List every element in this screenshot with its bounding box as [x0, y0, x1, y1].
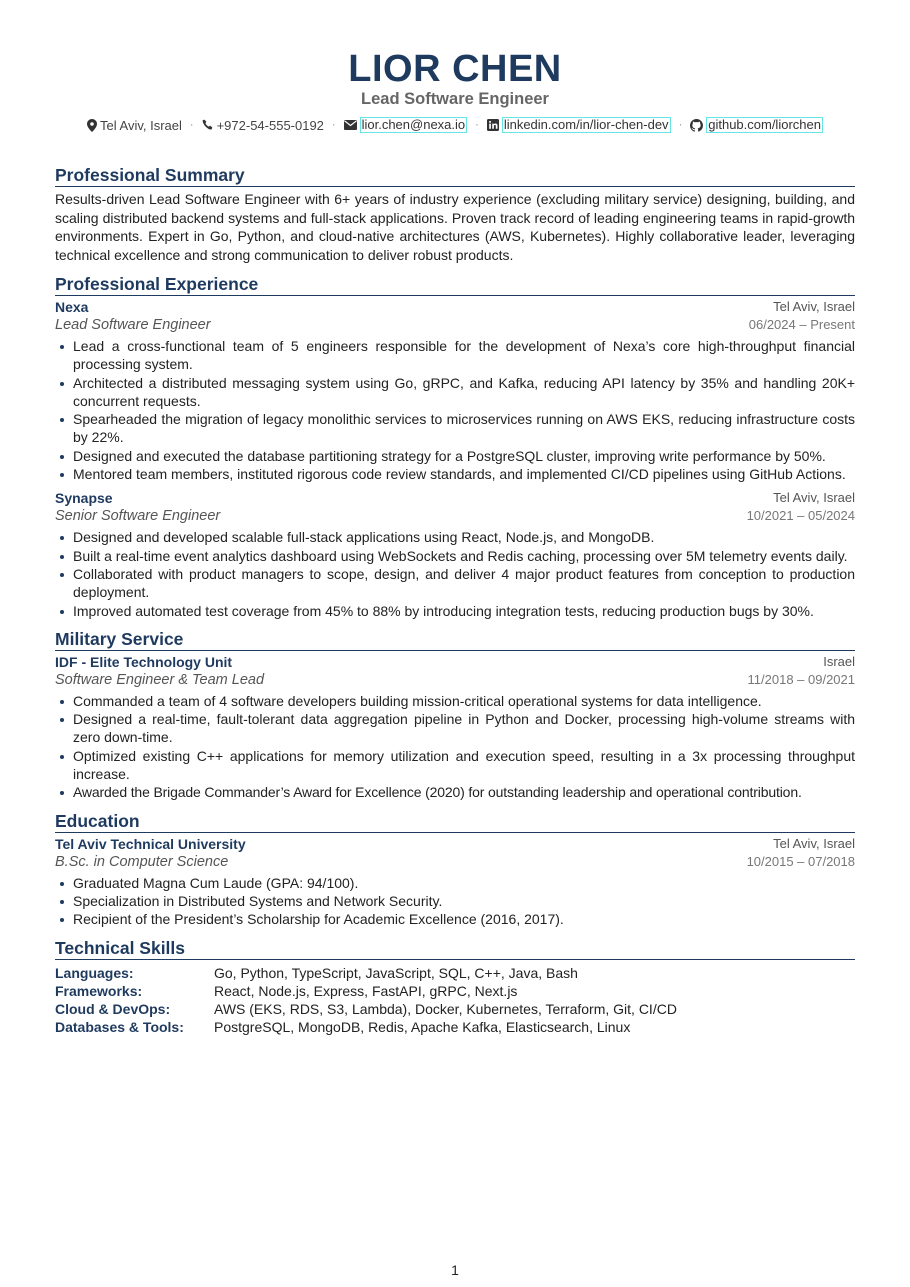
contact-github[interactable]	[690, 117, 823, 133]
skill-row	[55, 1018, 855, 1036]
school-location: Tel Aviv, Israel	[773, 835, 855, 851]
contact-location	[87, 118, 182, 133]
list-item: Recipient of the President’s Scholarship for Academic Excellence (2016, 2017).	[55, 910, 855, 928]
bullet-dot-icon	[60, 455, 64, 459]
skill-value: AWS (EKS, RDS, S3, Lambda), Docker, Kubernetes, Terraform, Git, CI/CD	[214, 1001, 677, 1018]
envelope-icon	[344, 120, 357, 130]
list-item: Awarded the Brigade Commander’s Award for Excellence (2020) for outstanding leadership and operational contribution.	[55, 783, 855, 801]
phone-text: +972-54-555-0192	[216, 117, 324, 133]
bullet-dot-icon	[60, 755, 64, 759]
skills-table	[55, 964, 855, 1037]
contact-bar	[49, 116, 861, 134]
bullet-list	[55, 874, 855, 929]
section-summary	[55, 164, 855, 264]
email-link[interactable]: lior.chen@nexa.io	[361, 117, 466, 132]
section-title: Professional Experience	[55, 273, 855, 296]
company-location: Tel Aviv, Israel	[773, 490, 855, 506]
skill-value: Go, Python, TypeScript, JavaScript, SQL, C++, Java, Bash	[214, 964, 578, 981]
list-item: Graduated Magna Cum Laude (GPA: 94/100).	[55, 874, 855, 892]
list-item: Designed and developed scalable full-stack applications using React, Node.js, and MongoDB.	[55, 528, 855, 546]
list-item: Architected a distributed messaging system using Go, gRPC, and Kafka, reducing API latency by 35% and handling 20K+ concurrent requests.	[55, 374, 855, 411]
list-item: Improved automated test coverage from 45% to 88% by introducing integration tests, reducing production bugs by 30%.	[55, 602, 855, 620]
contact-email[interactable]	[344, 117, 468, 133]
section-title: Military Service	[55, 628, 855, 651]
github-icon	[690, 119, 703, 132]
list-item: Specialization in Distributed Systems and Network Security.	[55, 892, 855, 910]
list-item: Designed a real-time, fault-tolerant data aggregation pipeline in Python and Docker, processing high-volume streams with zero down-time.	[55, 710, 855, 747]
list-item: Designed and executed the database partitioning strategy for a PostgreSQL cluster, improving write performance by 50%.	[55, 447, 855, 465]
list-item: Spearheaded the migration of legacy monolithic services to microservices running on AWS EKS, reducing infrastructure costs by 22%.	[55, 410, 855, 447]
contact-separator: ·	[189, 119, 194, 131]
bullet-dot-icon	[60, 700, 64, 704]
skill-label: Frameworks:	[55, 982, 143, 999]
job-title: Lead Software Engineer	[55, 317, 211, 333]
experience-entry-nexa	[55, 298, 855, 483]
bullet-dot-icon	[60, 555, 64, 559]
unit-name: IDF - Elite Technology Unit	[55, 653, 233, 670]
experience-entry-synapse	[55, 489, 855, 619]
job-dates: 10/2021 – 05/2024	[746, 508, 855, 524]
skill-label: Databases & Tools:	[55, 1019, 184, 1036]
bullet-dot-icon	[60, 610, 64, 614]
service-title: Software Engineer & Team Lead	[55, 671, 265, 688]
page-number: 1	[451, 1262, 459, 1278]
job-dates: 06/2024 – Present	[748, 317, 855, 332]
education-entry	[55, 835, 855, 929]
bullet-dot-icon	[60, 473, 64, 477]
company-location: Tel Aviv, Israel	[773, 299, 855, 314]
list-item: Lead a cross-functional team of 5 engineers responsible for the development of Nexa’s core high-throughput financial processing system.	[55, 337, 855, 374]
school-name: Tel Aviv Technical University	[55, 835, 246, 852]
company-name: Synapse	[55, 490, 113, 507]
skill-value: React, Node.js, Express, FastAPI, gRPC, Next.js	[214, 982, 518, 999]
job-title: Senior Software Engineer	[55, 508, 221, 525]
section-title: Technical Skills	[55, 937, 855, 960]
service-dates: 11/2018 – 09/2021	[747, 671, 855, 687]
bullet-dot-icon	[60, 791, 64, 795]
unit-location: Israel	[823, 653, 855, 669]
phone-icon	[202, 119, 214, 131]
contact-separator: ·	[331, 119, 336, 131]
contact-linkedin[interactable]	[487, 117, 671, 133]
military-entry-idf	[55, 653, 855, 802]
degree: B.Sc. in Computer Science	[55, 853, 229, 870]
section-experience	[55, 273, 855, 620]
map-pin-icon	[87, 119, 97, 132]
skill-label: Cloud & DevOps:	[55, 1001, 171, 1018]
bullet-dot-icon	[60, 918, 64, 922]
skill-label: Languages:	[55, 964, 134, 981]
skill-value: PostgreSQL, MongoDB, Redis, Apache Kafka, Elasticsearch, Linux	[214, 1019, 631, 1036]
section-education	[55, 810, 855, 929]
candidate-role: Lead Software Engineer	[361, 90, 549, 108]
skill-row	[55, 1000, 855, 1018]
list-item: Built a real-time event analytics dashboard using WebSockets and Redis caching, processing over 5M telemetry events daily.	[55, 547, 855, 565]
location-text: Tel Aviv, Israel	[100, 117, 182, 133]
contact-phone[interactable]	[202, 118, 324, 133]
company-name: Nexa	[55, 299, 89, 315]
skill-row	[55, 964, 855, 982]
bullet-dot-icon	[60, 900, 64, 904]
linkedin-link[interactable]: linkedin.com/in/lior-chen-dev	[503, 117, 669, 132]
bullet-dot-icon	[60, 345, 64, 349]
github-link[interactable]: github.com/liorchen	[708, 117, 821, 132]
candidate-name: LIOR CHEN	[348, 48, 562, 90]
bullet-dot-icon	[60, 382, 64, 386]
list-item: Mentored team members, instituted rigorous code review standards, and implemented CI/CD pipelines using GitHub Actions.	[55, 465, 855, 483]
bullet-list	[55, 692, 855, 802]
bullet-list	[55, 528, 855, 619]
list-item: Commanded a team of 4 software developers building mission-critical operational systems for data intelligence.	[55, 692, 855, 710]
list-item: Optimized existing C++ applications for memory utilization and execution speed, resulting in a 3x processing throughput increase.	[55, 747, 855, 784]
contact-separator: ·	[475, 119, 479, 131]
section-title: Education	[55, 810, 855, 833]
bullet-dot-icon	[60, 718, 64, 722]
bullet-dot-icon	[60, 573, 64, 577]
bullet-dot-icon	[60, 418, 64, 422]
section-title: Professional Summary	[55, 164, 855, 187]
linkedin-icon	[487, 119, 499, 131]
contact-separator: ·	[678, 119, 683, 131]
bullet-dot-icon	[60, 536, 64, 540]
section-skills	[55, 937, 855, 1037]
section-military	[55, 628, 855, 802]
bullet-dot-icon	[60, 882, 64, 886]
bullet-list	[55, 337, 855, 483]
resume-page	[55, 0, 855, 1037]
education-dates: 10/2015 – 07/2018	[746, 853, 855, 869]
skill-row	[55, 982, 855, 1000]
summary-text: Results-driven Lead Software Engineer with 6+ years of industry experience (excluding military service) designing, building, and scaling distributed backend systems and full-stack applications. Proven track record of leading engineering teams in rapid-growth environments. Expert in Go, Python, and cloud-native architectures (AWS, Kubernetes). Highly collaborative leader, leveraging technical excellence and strong communication to deliver robust products.	[55, 191, 855, 263]
list-item: Collaborated with product managers to scope, design, and deliver 4 major product features from conception to production deployment.	[55, 565, 855, 602]
